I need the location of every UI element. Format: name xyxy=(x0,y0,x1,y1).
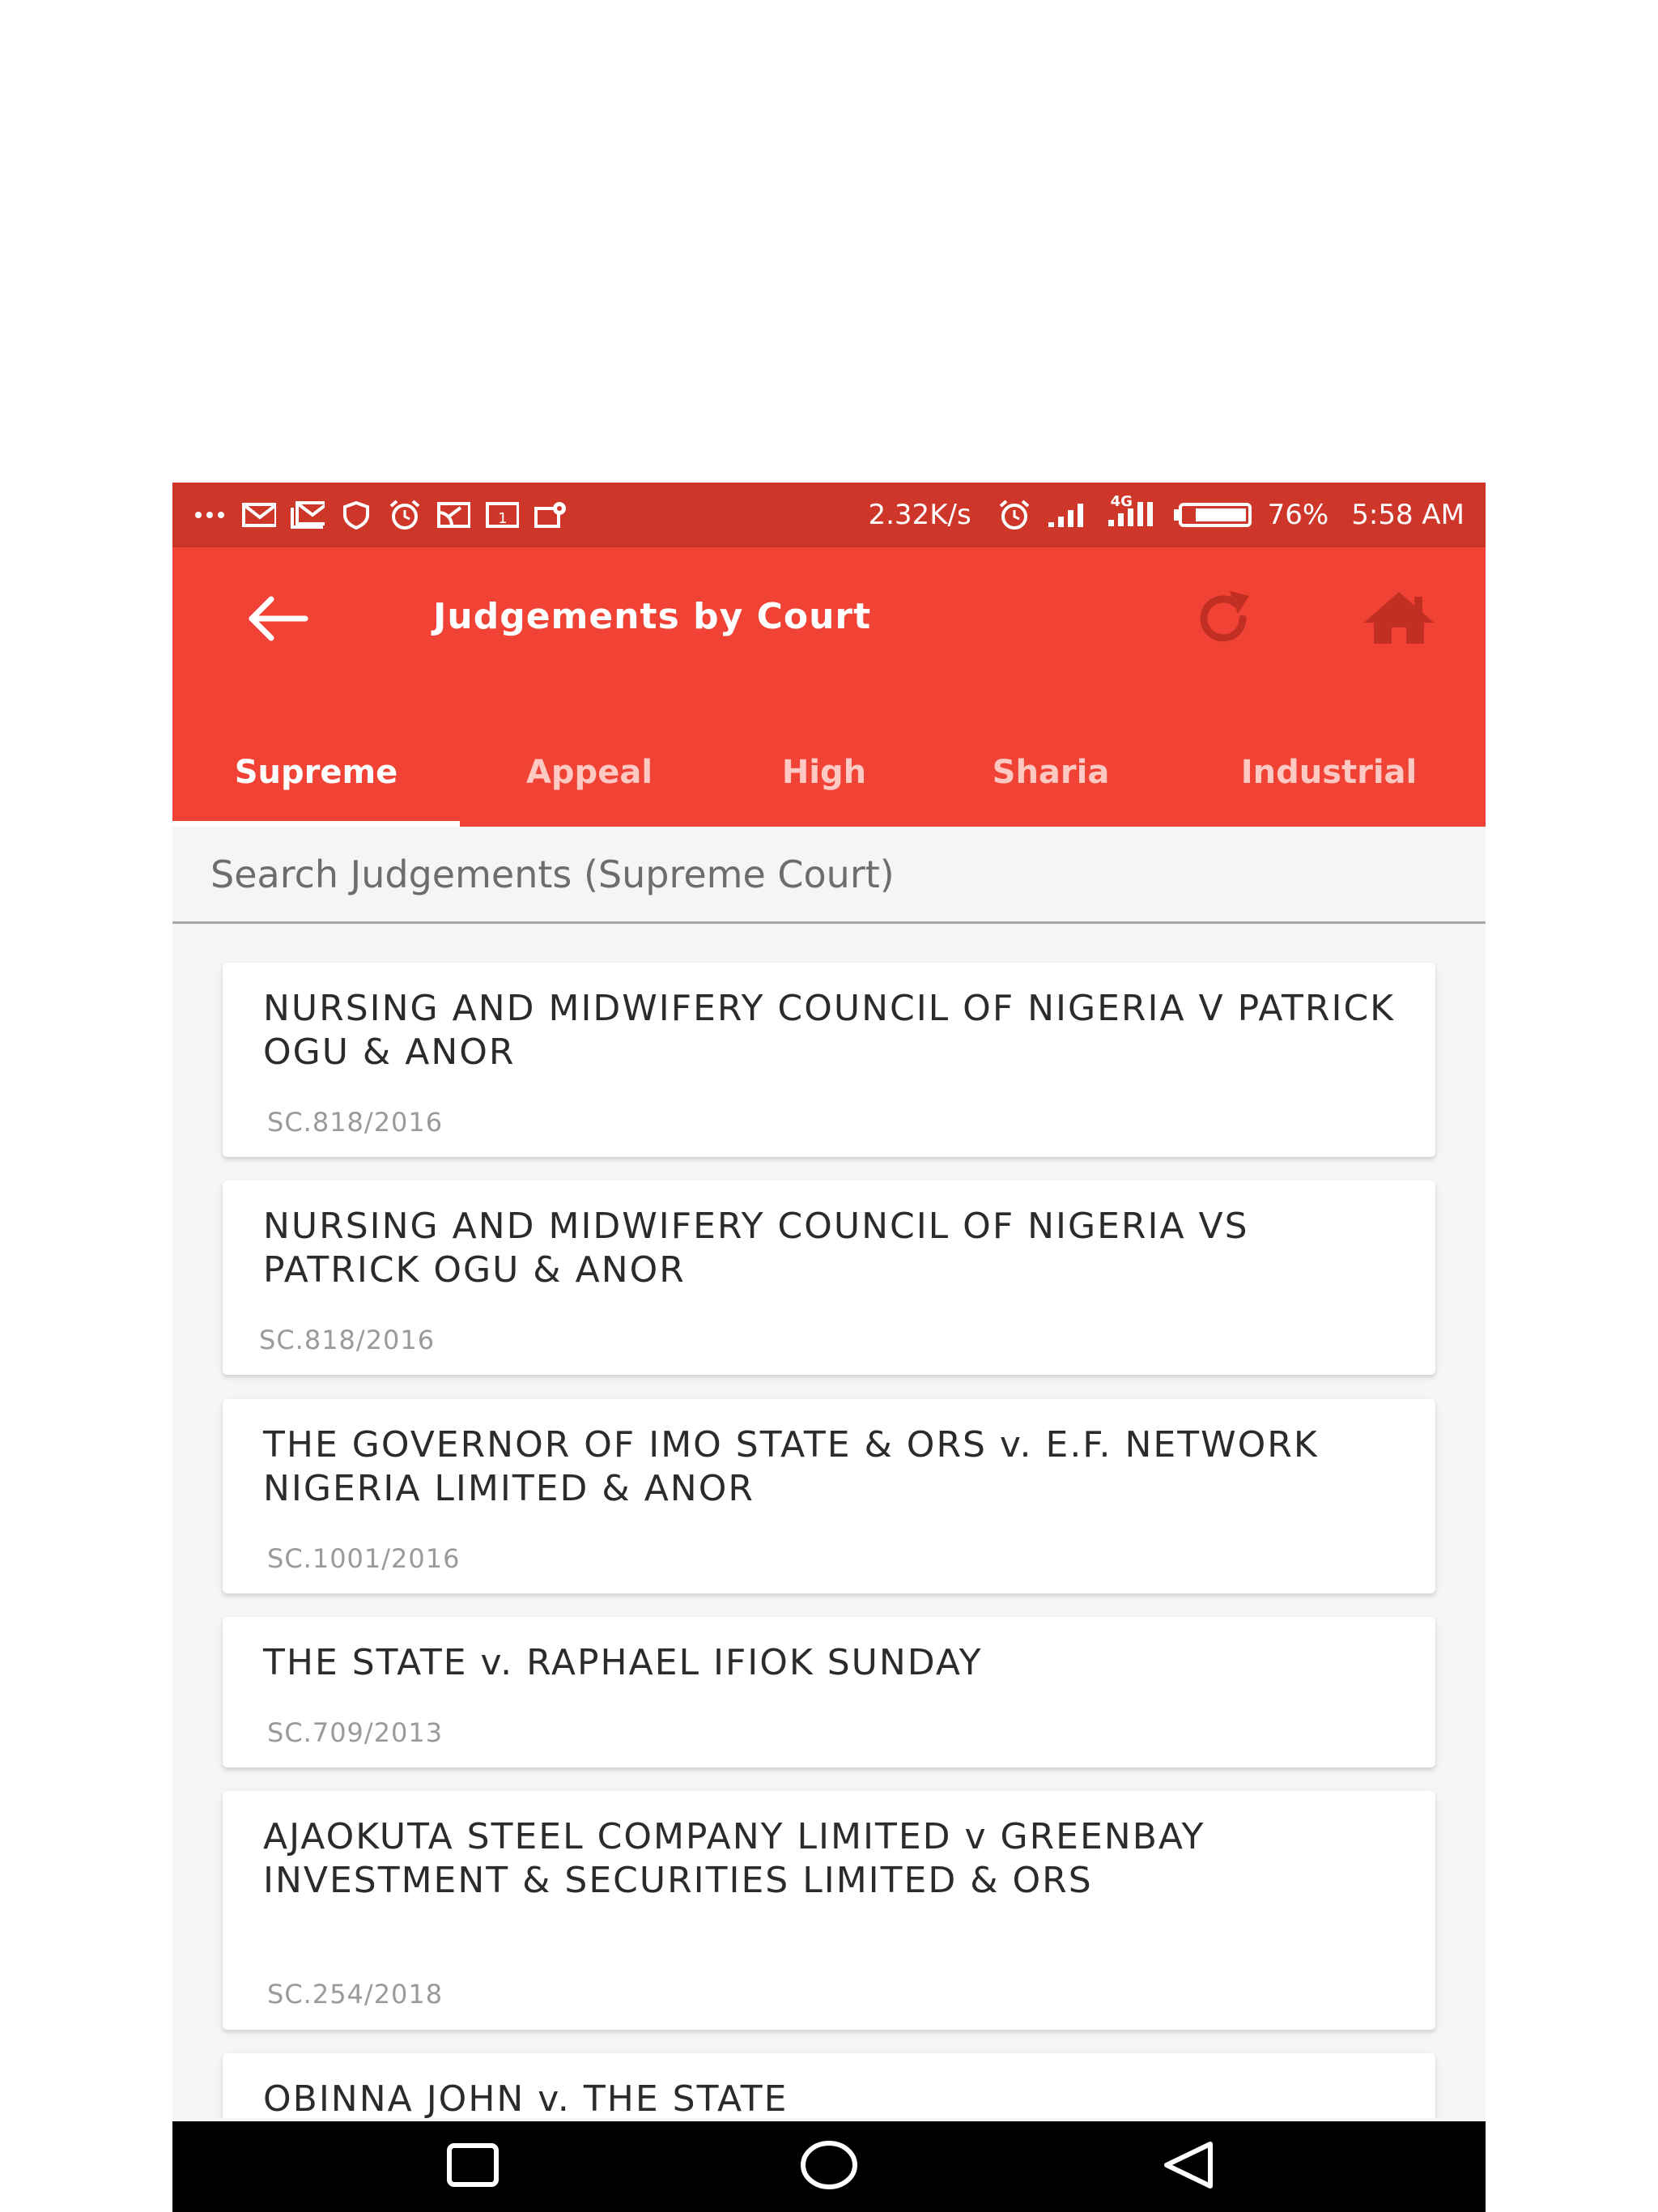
refresh-button[interactable] xyxy=(1184,580,1265,661)
search-bar xyxy=(172,827,1486,924)
page-title: Judgements by Court xyxy=(433,596,872,637)
arrow-left-icon xyxy=(245,594,310,646)
list-item[interactable] xyxy=(223,963,1435,1157)
location-pin-icon xyxy=(534,501,568,529)
tab-high[interactable]: High xyxy=(781,753,867,791)
network-type-badge: 4G xyxy=(1110,493,1133,510)
svg-text:1: 1 xyxy=(498,510,508,527)
cast-icon xyxy=(436,501,470,529)
home-icon xyxy=(1363,590,1435,650)
list-item[interactable] xyxy=(223,1399,1435,1593)
judgement-title: THE STATE v. RAPHAEL IFIOK SUNDAY xyxy=(263,1642,983,1683)
nav-back-button[interactable] xyxy=(1152,2134,1225,2199)
tab-industrial[interactable]: Industrial xyxy=(1240,753,1418,791)
tab-supreme[interactable]: Supreme xyxy=(234,753,398,791)
refresh-icon xyxy=(1192,586,1257,654)
list-item[interactable] xyxy=(223,1617,1435,1767)
battery-icon xyxy=(1172,501,1253,529)
alarm-icon xyxy=(388,501,422,529)
back-button[interactable] xyxy=(237,580,318,661)
battery-percent: 76% xyxy=(1267,499,1329,531)
suit-number: SC.709/2013 xyxy=(267,1717,444,1748)
clock-time: 5:58 AM xyxy=(1351,499,1465,531)
recents-button[interactable] xyxy=(436,2134,509,2199)
search-input[interactable] xyxy=(209,843,1443,905)
active-tab-indicator xyxy=(172,821,460,827)
calendar-icon xyxy=(485,501,519,529)
navigation-bar xyxy=(172,2121,1486,2212)
judgement-title: THE GOVERNOR OF IMO STATE & ORS v. E.F. NETWORK NIGERIA LIMITED & ANOR xyxy=(263,1424,1319,1509)
alarm-clock-icon xyxy=(997,501,1031,529)
status-bar-notifications xyxy=(193,483,568,547)
network-speed: 2.32K/s xyxy=(868,499,971,531)
signal-strength-icon xyxy=(1046,501,1091,529)
judgement-list[interactable] xyxy=(172,924,1486,2118)
judgement-title: AJAOKUTA STEEL COMPANY LIMITED v GREENBAY INVESTMENT & SECURITIES LIMITED & ORS xyxy=(263,1816,1205,1901)
list-item[interactable] xyxy=(223,2053,1435,2118)
signal-4g-icon xyxy=(1106,493,1158,529)
more-dots-icon xyxy=(193,501,227,529)
nav-home-button[interactable] xyxy=(793,2134,865,2199)
home-button[interactable] xyxy=(1358,580,1439,661)
judgement-title: NURSING AND MIDWIFERY COUNCIL OF NIGERIA VS PATRICK OGU & ANOR xyxy=(263,1206,1249,1291)
phone-screen xyxy=(172,483,1486,2212)
suit-number: SC.818/2016 xyxy=(267,1107,444,1138)
suit-number: SC.818/2016 xyxy=(259,1325,436,1355)
suit-number: SC.254/2018 xyxy=(267,1979,444,2010)
triangle-back-icon xyxy=(1160,2139,1217,2194)
app-bar xyxy=(172,547,1486,827)
mail-icon xyxy=(242,501,276,529)
suit-number: SC.1001/2016 xyxy=(267,1543,461,1574)
judgement-title: NURSING AND MIDWIFERY COUNCIL OF NIGERIA V PATRICK OGU & ANOR xyxy=(263,988,1396,1073)
judgement-title: OBINNA JOHN v. THE STATE xyxy=(263,2078,789,2118)
status-bar xyxy=(172,483,1486,547)
square-icon xyxy=(444,2141,501,2193)
tab-sharia[interactable]: Sharia xyxy=(992,753,1110,791)
list-item[interactable] xyxy=(223,1791,1435,2030)
tab-appeal[interactable]: Appeal xyxy=(525,753,653,791)
court-tabs xyxy=(172,717,1486,827)
list-item[interactable] xyxy=(223,1180,1435,1375)
circle-icon xyxy=(797,2137,861,2197)
mail-alt-icon xyxy=(291,501,325,529)
shield-icon xyxy=(339,501,373,529)
status-bar-system xyxy=(868,483,1465,547)
